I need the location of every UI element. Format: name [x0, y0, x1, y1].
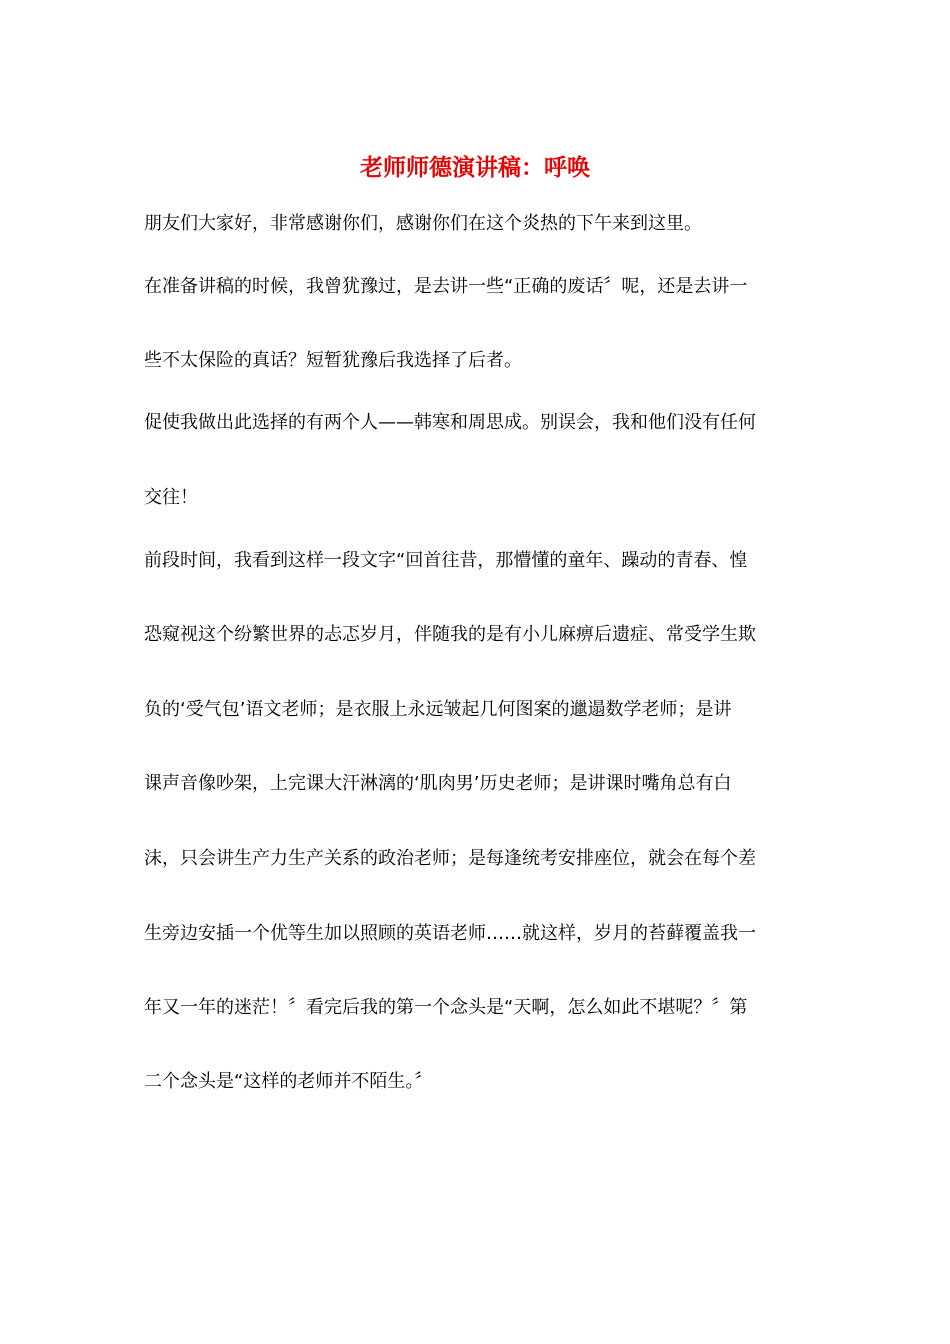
- paragraph-line: 促使我做出此选择的有两个人——韩寒和周思成。别误会，我和他们没有任何: [144, 412, 756, 433]
- paragraph-line: 朋友们大家好，非常感谢你们，感谢你们在这个炎热的下午来到这里。: [144, 213, 702, 234]
- paragraph-line: 负的‘受气包’语文老师；是衣服上永远皱起几何图案的邋遢数学老师；是讲: [144, 699, 732, 720]
- paragraph-line: 前段时间，我看到这样一段文字“回首往昔，那懵懂的童年、躁动的青春、惶: [144, 550, 748, 571]
- paragraph-line: 生旁边安插一个优等生加以照顾的英语老师……就这样，岁月的苔藓覆盖我一: [144, 923, 756, 944]
- paragraph-line: 年又一年的迷茫！〞看完后我的第一个念头是“天啊，怎么如此不堪呢？〞第: [144, 997, 748, 1018]
- paragraph-line: 二个念头是“这样的老师并不陌生。〞: [144, 1071, 433, 1092]
- paragraph-line: 沫，只会讲生产力生产关系的政治老师；是每逢统考安排座位，就会在每个差: [144, 848, 756, 869]
- paragraph-line: 些不太保险的真话？短暂犹豫后我选择了后者。: [144, 350, 522, 371]
- document-title: 老师师德演讲稿：呼唤: [360, 154, 590, 181]
- paragraph-line: 交往！: [144, 487, 198, 508]
- paragraph-line: 在准备讲稿的时候，我曾犹豫过，是去讲一些“正确的废话〞呢，还是去讲一: [144, 276, 748, 297]
- paragraph-line: 课声音像吵架，上完课大汗淋漓的‘肌肉男’历史老师；是讲课时嘴角总有白: [144, 773, 732, 794]
- paragraph-line: 恐窥视这个纷繁世界的忐忑岁月，伴随我的是有小儿麻痹后遗症、常受学生欺: [144, 624, 756, 645]
